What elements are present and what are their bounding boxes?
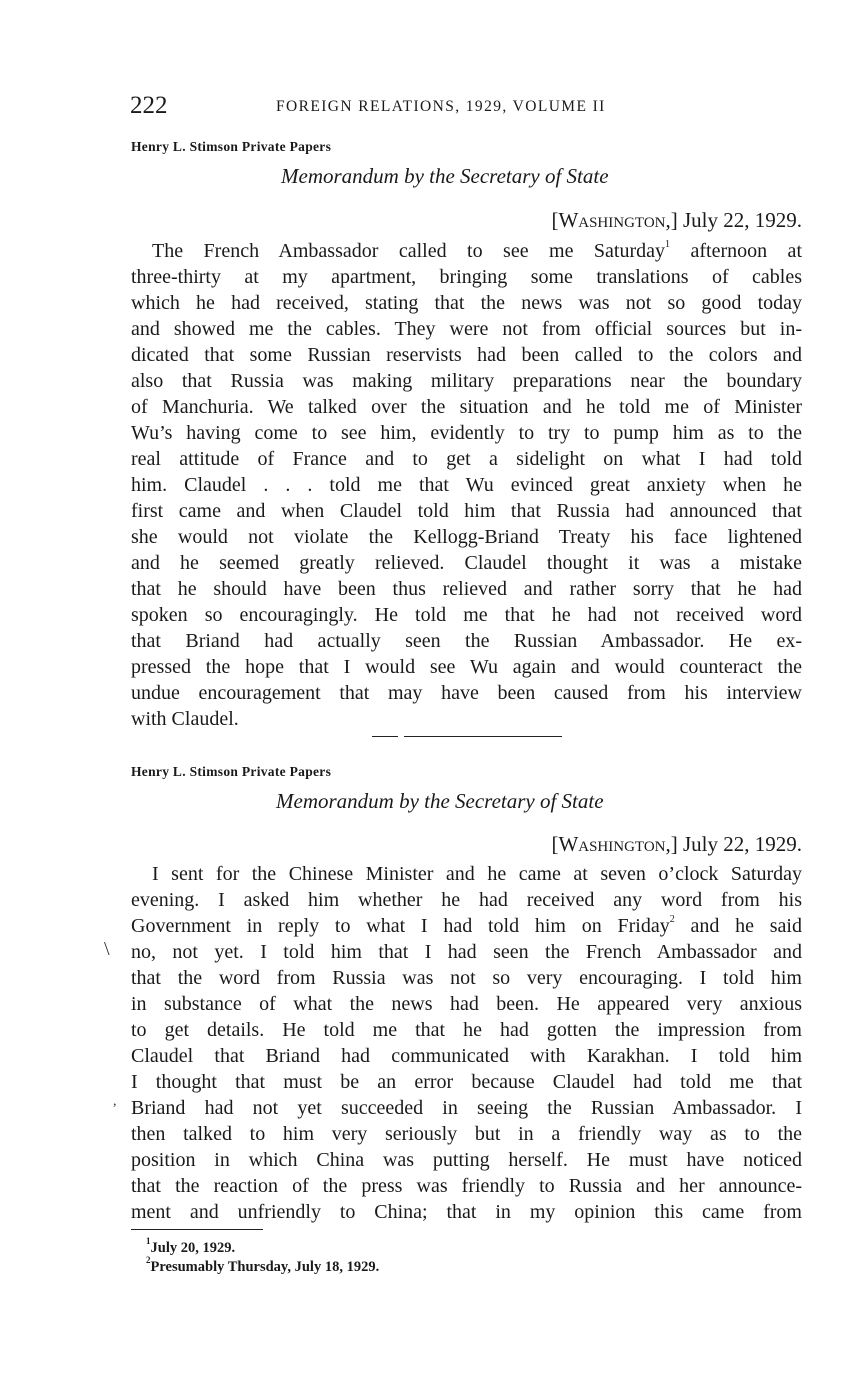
memo1-line: Wu’s having come to see him, evidently to try to pump him as to the (131, 422, 802, 444)
memo1-line: with Claudel. (131, 708, 239, 730)
memo2-source: Henry L. Stimson Private Papers (131, 764, 332, 779)
page-number: 222 (130, 92, 168, 119)
memo2-line: no, not yet. I told him that I had seen the French Ambassador and (131, 941, 802, 963)
separator-rule-short (372, 736, 398, 737)
memo2-line: position in which China was putting herself. He must have noticed (131, 1149, 802, 1171)
memo1-line: him. Claudel . . . told me that Wu evinced great anxiety when he (131, 474, 802, 496)
memo2-line: I sent for the Chinese Minister and he came at seven o’clock Saturday (152, 863, 802, 885)
memo2-line: Briand had not yet succeeded in seeing the Russian Ambassador. I (131, 1097, 802, 1119)
margin-pen-mark: \ (104, 938, 110, 960)
memo2-line: Claudel that Briand had communicated with Karakhan. I told him (131, 1045, 802, 1067)
memo1-dateline-open: [ (551, 208, 559, 232)
footnote-rule (131, 1229, 263, 1230)
memo1-dateline (551, 208, 802, 233)
footnote-2: $^2$Presumably Thursday, July 18, 1929. (146, 1255, 380, 1275)
memo1-line: first came and when Claudel told him that Russia had announced that (131, 500, 802, 522)
memo2-line: in substance of what the news had been. He appeared very anxious (131, 993, 802, 1015)
memo2-dateline-place: Washington (558, 832, 666, 856)
memo2-title: Memorandum by the Secretary of State (276, 789, 604, 813)
memo1-dateline-close: ,] (665, 208, 678, 232)
memo1-line: that Briand had actually seen the Russian Ambassador. He ex- (131, 630, 802, 652)
memo1-line: that he should have been thus relieved and rather sorry that he had (131, 578, 802, 600)
memo2-line: Government in reply to what I had told him on Friday$^2$ and he said (131, 914, 802, 937)
memo2-line: ment and unfriendly to China; that in my opinion this came from (131, 1201, 802, 1223)
memo2-dateline (551, 832, 802, 857)
memo2-body (131, 861, 802, 1225)
memo1-line: and showed me the cables. They were not from official sources but in- (131, 318, 802, 340)
memo1-line: real attitude of France and to get a sidelight on what I had told (131, 448, 802, 470)
memo1-dateline-date: July 22, 1929. (682, 208, 802, 232)
margin-pen-mark: , (113, 1094, 117, 1109)
running-title: FOREIGN RELATIONS, 1929, VOLUME II (276, 98, 606, 115)
memo1-line: dicated that some Russian reservists had been called to the colors and (131, 344, 802, 366)
memo2-dateline-open: [ (551, 832, 559, 856)
memo2-line: that the reaction of the press was friendly to Russia and her announce- (131, 1175, 802, 1197)
memo1-source: Henry L. Stimson Private Papers (131, 139, 332, 154)
separator-rule-long (404, 736, 562, 737)
memo1-title: Memorandum by the Secretary of State (281, 164, 609, 188)
memo1-line: pressed the hope that I would see Wu again and would counteract the (131, 656, 802, 678)
memo2-line: evening. I asked him whether he had received any word from his (131, 889, 802, 911)
memo1-line: also that Russia was making military preparations near the boundary (131, 370, 802, 392)
memo2-line: then talked to him very seriously but in a friendly way as to the (131, 1123, 802, 1145)
memo2-line: I thought that must be an error because Claudel had told me that (131, 1071, 802, 1093)
memo1-line: and he seemed greatly relieved. Claudel thought it was a mistake (131, 552, 802, 574)
memo2-dateline-close: ,] (665, 832, 678, 856)
memo2-line: to get details. He told me that he had gotten the impression from (131, 1019, 802, 1041)
footnote-ref: 1 (665, 239, 671, 251)
memo1-line: which he had received, stating that the news was not so good today (131, 292, 802, 314)
memo1-line: of Manchuria. We talked over the situation and he told me of Minister (131, 396, 802, 418)
running-head (130, 92, 802, 122)
memo2-dateline-date: July 22, 1929. (682, 832, 802, 856)
memo1-dateline-place: Washington (558, 208, 666, 232)
footnote-ref: 2 (669, 914, 675, 926)
memo1-line: spoken so encouragingly. He told me that he had not received word (131, 604, 802, 626)
memo2-line: that the word from Russia was not so very encouraging. I told him (131, 967, 802, 989)
memo1-line: she would not violate the Kellogg-Briand Treaty his face lightened (131, 526, 802, 548)
memo1-body (131, 238, 802, 732)
memo1-line: three-thirty at my apartment, bringing some translations of cables (131, 266, 802, 288)
memo1-line: The French Ambassador called to see me Saturday$^1$ afternoon at (152, 239, 802, 262)
memo1-line: undue encouragement that may have been caused from his interview (131, 682, 802, 704)
footnote-1: $^1$July 20, 1929. (146, 1236, 236, 1256)
